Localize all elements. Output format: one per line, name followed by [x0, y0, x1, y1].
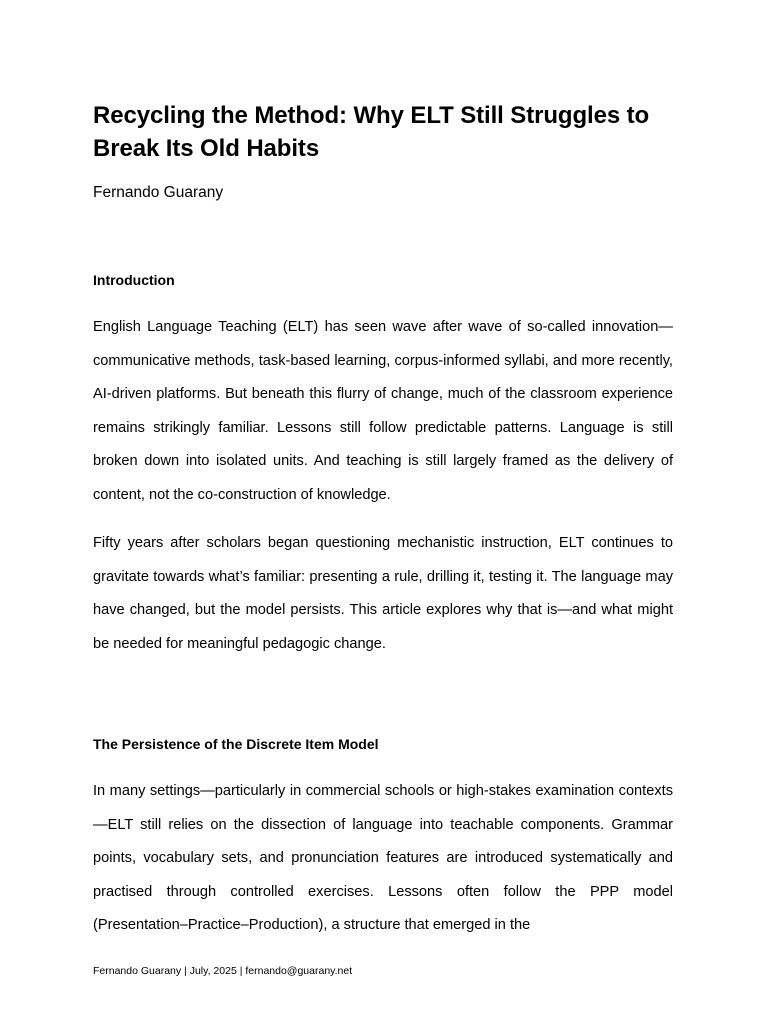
- paragraph: English Language Teaching (ELT) has seen wave after wave of so-called innovation—communicative methods, task-based learning, corpus-informed syllabi, and more recently, AI-driven platforms. But beneath this flurry of change, much of the classroom experience remains strikingly familiar. Lessons still follow predictable patterns. Language is still broken down into isolated units. And teaching is still largely framed as the delivery of content, not the co-construction of knowledge.: [93, 319, 673, 503]
- section-heading-discrete-item-model: The Persistence of the Discrete Item Model: [93, 736, 379, 752]
- paragraph: In many settings—particularly in commercial schools or high-stakes examination contexts—ELT still relies on the dissection of language into teachable components. Grammar points, vocabulary sets, and pronunciation features are introduced systematically and practised through controlled exercises. Lessons often follow the PPP model (Presentation–Practice–Production), a structure that emerged in the: [93, 783, 673, 933]
- page-footer: Fernando Guarany | July, 2025 | fernando@guarany.net: [93, 965, 353, 977]
- author-name: Fernando Guarany: [93, 184, 224, 201]
- paragraph: Fifty years after scholars began questioning mechanistic instruction, ELT continues to gravitate towards what’s familiar: presenting a rule, drilling it, testing it. The language may have changed, but the model persists. This article explores why that is—and what might be needed for meaningful pedagogic change.: [93, 535, 673, 652]
- document-title: Recycling the Method: Why ELT Still Struggles to Break Its Old Habits: [93, 102, 650, 162]
- section-heading-introduction: Introduction: [93, 272, 175, 288]
